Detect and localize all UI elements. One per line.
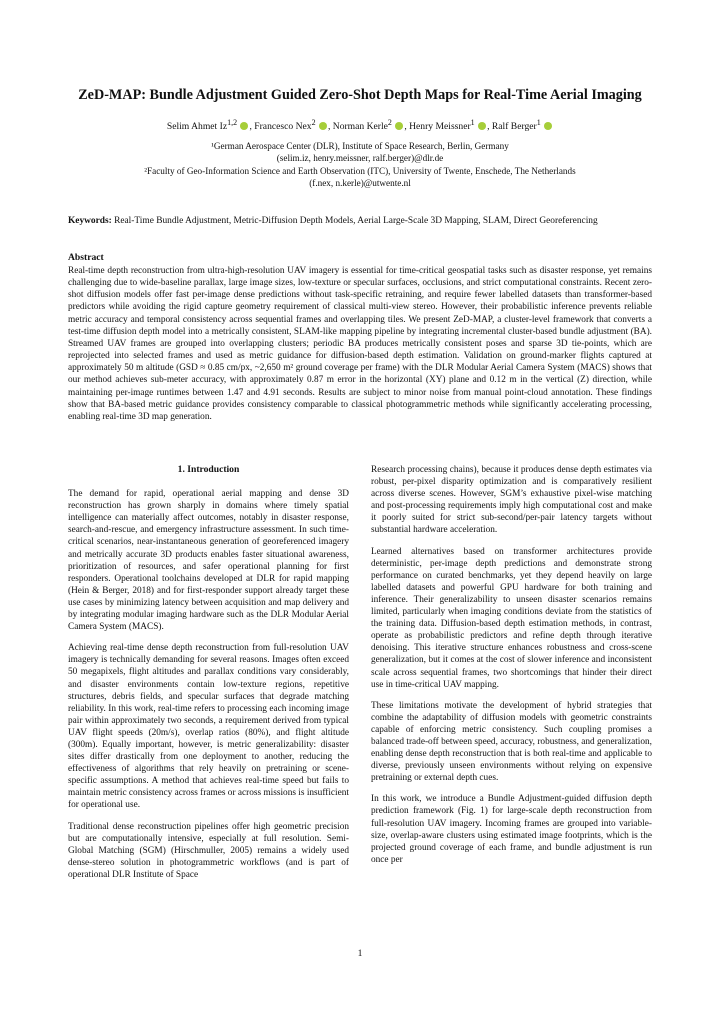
keywords-text: Real-Time Bundle Adjustment, Metric-Diffusion Depth Models, Aerial Large-Scale 3D Mapping, SLAM, Direct Georeferencing — [114, 216, 598, 226]
affiliation-email: (selim.iz, henry.meissner, ralf.berger)@dlr.de — [276, 153, 444, 164]
author-name: Ralf Berger — [491, 121, 537, 133]
orcid-icon[interactable] — [544, 122, 552, 130]
keywords — [68, 215, 652, 227]
orcid-icon[interactable] — [240, 122, 248, 130]
right-column — [371, 464, 652, 875]
paragraph: Research processing chains), because it produces dense depth estimates via robust, per-pixel disparity optimization and is comparatively resilient across diverse scenes. However, SGM’s exhaustive pixel-wise matching and post-processing requirements imply high computational cost and make it poorly suited for strict sub-second/per-pair latency targets without substantial hardware acceleration. — [371, 465, 652, 536]
author-affiliation-mark: 2 — [311, 118, 316, 127]
abstract-text: Real-time depth reconstruction from ultra-high-resolution UAV imagery is essential for time-critical geospatial tasks such as disaster response, yet remains challenging due to wide-baseline parallax, large image sizes, low-texture or specular surfaces, occlusions, and strict computational constraints. Recent zero-shot diffusion models offer fast per-image dense predictions without task-specific retraining, and require fewer labelled datasets than transformer-based predictors while avoiding the rigid capture geometry requirement of classical multi-view stereo. However, their probabilistic inference prevents reliable metric accuracy and temporal consistency across sequential frames and overlapping tiles. We present ZeD-MAP, a cluster-level framework that converts a test-time diffusion depth model into a metrically consistent, SLAM-like mapping pipeline by integrating incremental cluster-based bundle adjustment (BA). Streamed UAV frames are grouped into overlapping clusters; periodic BA produces metrically consistent poses and sparse 3D tie-points, which are reprojected into selected frames and used as metric guidance for diffusion-based depth estimation. Validation on ground-marker flights captured at approximately 50 m altitude (GSD ≈ 0.85 cm/px, ~2,650 m² ground coverage per frame) with the DLR Modular Aerial Camera System (MACS) shows that our method achieves sub-meter accuracy, with approximately 0.87 m error in the horizontal (XY) plane and 0.12 m in the vertical (Z) direction, while maintaining per-image runtimes between 1.47 and 4.91 seconds. Results are subject to minor noise from manual point-cloud annotation. These findings show that BA-based metric guidance provides consistency comparable to classical photogrammetric methods while significantly accelerating processing, enabling real-time 3D map generation. — [68, 266, 652, 422]
author-affiliation-mark: 1 — [470, 118, 475, 127]
abstract-heading: Abstract — [68, 252, 104, 263]
paragraph: These limitations motivate the development of hybrid strategies that combine the adaptability of diffusion models with geometric constraints capable of enforcing metric consistency. Such coupling promises a balanced trade-off between speed, accuracy, robustness, and generalization, enabling dense depth reconstruction that is both real-time and applicable to diverse, previously unseen environments without relying on expensive pretraining or external depth cues. — [371, 700, 652, 784]
orcid-icon[interactable] — [478, 122, 486, 130]
section-heading: 1. Introduction — [177, 464, 240, 475]
paragraph: In this work, we introduce a Bundle Adjustment-guided diffusion depth prediction framework (Fig. 1) for large-scale depth reconstruction from full-resolution UAV imagery. Incoming frames are grouped into variable-size, overlap-aware clusters using estimated image footprints, which is the projected ground coverage of each frame, and bundle adjustment is run once per — [371, 794, 652, 865]
author-affiliation-mark: 1 — [536, 118, 541, 127]
affiliation-line: ¹German Aerospace Center (DLR), Institute of Space Research, Berlin, Germany — [211, 141, 509, 151]
page-number: 1 — [357, 948, 363, 959]
author-affiliation-mark: 2 — [387, 118, 392, 127]
affiliation-line: ²Faculty of Geo-Information Science and Earth Observation (ITC), University of Twente, Enschede, The Netherlands — [144, 165, 576, 176]
paragraph: Achieving real-time dense depth reconstruction from full-resolution UAV imagery is technically demanding for several reasons. Images often exceed 50 megapixels, flight altitudes and parallax conditions vary considerably, and disaster environments contain low-texture regions, repetitive structures, debris fields, and specular surfaces that degrade matching reliability. In this work, real-time refers to processing each incoming image pair within approximately two seconds, a requirement derived from typical UAV flight speeds (20m/s), overlap ratios (80%), and flight altitude (300m). Equally important, however, is metric generalizability: disaster sites differ drastically from one deployment to another, reducing the effectiveness of algorithms that rely heavily on pretraining or scene-specific assumptions. A method that achieves real-time speed but fails to maintain metric consistency across frames or across missions is insufficient for operational use. — [68, 643, 349, 811]
paper-title: ZeD-MAP: Bundle Adjustment Guided Zero-Shot Depth Maps for Real-Time Aerial Imaging — [78, 87, 642, 103]
author-affiliation-mark: 1,2 — [227, 118, 238, 127]
orcid-icon[interactable] — [319, 122, 327, 130]
paragraph: The demand for rapid, operational aerial mapping and dense 3D reconstruction has grown sharply in domains where timely spatial intelligence can materially affect outcomes, notably in disaster response, search-and-rescue, and emergency infrastructure assessment. In such time-critical scenarios, near-instantaneous generation of georeferenced imagery and metrically accurate 3D products enables faster situational awareness, prioritization of resources, and safer operational planning for first responders. Operational toolchains developed at DLR for rapid mapping (Hein & Berger, 2018) and for first-responder support already target these use cases by minimizing latency between acquisition and map delivery and by integrating modular imaging hardware such as the DLR Modular Aerial Camera System (MACS). — [68, 489, 349, 633]
affiliations — [40, 140, 680, 189]
author-name: Selim Ahmet Iz — [166, 121, 228, 133]
author-name: Francesco Nex — [254, 121, 312, 133]
paragraph: Traditional dense reconstruction pipelines offer high geometric precision but are computationally intensive, especially at full resolution. Semi-Global Matching (SGM) (Hirschmuller, 2005) remains a widely used dense-stereo solution in photogrammetric workflows (and is part of operational DLR Institute of Space — [68, 821, 349, 880]
author-name: Norman Kerle — [332, 121, 388, 133]
author-name: Henry Meissner — [409, 121, 471, 133]
orcid-icon[interactable] — [395, 122, 403, 130]
paragraph: Learned alternatives based on transformer architectures provide deterministic, per-image depth predictions and demonstrate strong performance on curated benchmarks, yet they depend heavily on large labelled datasets and powerful GPU hardware for both training and inference. Their generalizability to unseen disaster scenarios remains limited, particularly when imaging conditions deviate from the statistics of the training data. Diffusion-based depth estimation methods, in contrast, operate as probabilistic predictors and refine depth through iterative denoising. This iterative structure enhances robustness and cross-scene generalization, but it comes at the cost of slower inference and inconsistent scale across sequential frames, two shortcomings that hinder their direct use in time-critical UAV mapping. — [371, 546, 652, 690]
affiliation-email: (f.nex, n.kerle)@utwente.nl — [309, 177, 411, 188]
left-column — [68, 464, 349, 890]
author-list: Selim Ahmet Iz$^{1,2}$ , Francesco Nex$^2$ , Norman Kerle$^2$ , Henry Meissner$^1$ , Ralf Berger$^1$ — [40, 116, 680, 133]
keywords-label: Keywords: — [68, 216, 112, 226]
